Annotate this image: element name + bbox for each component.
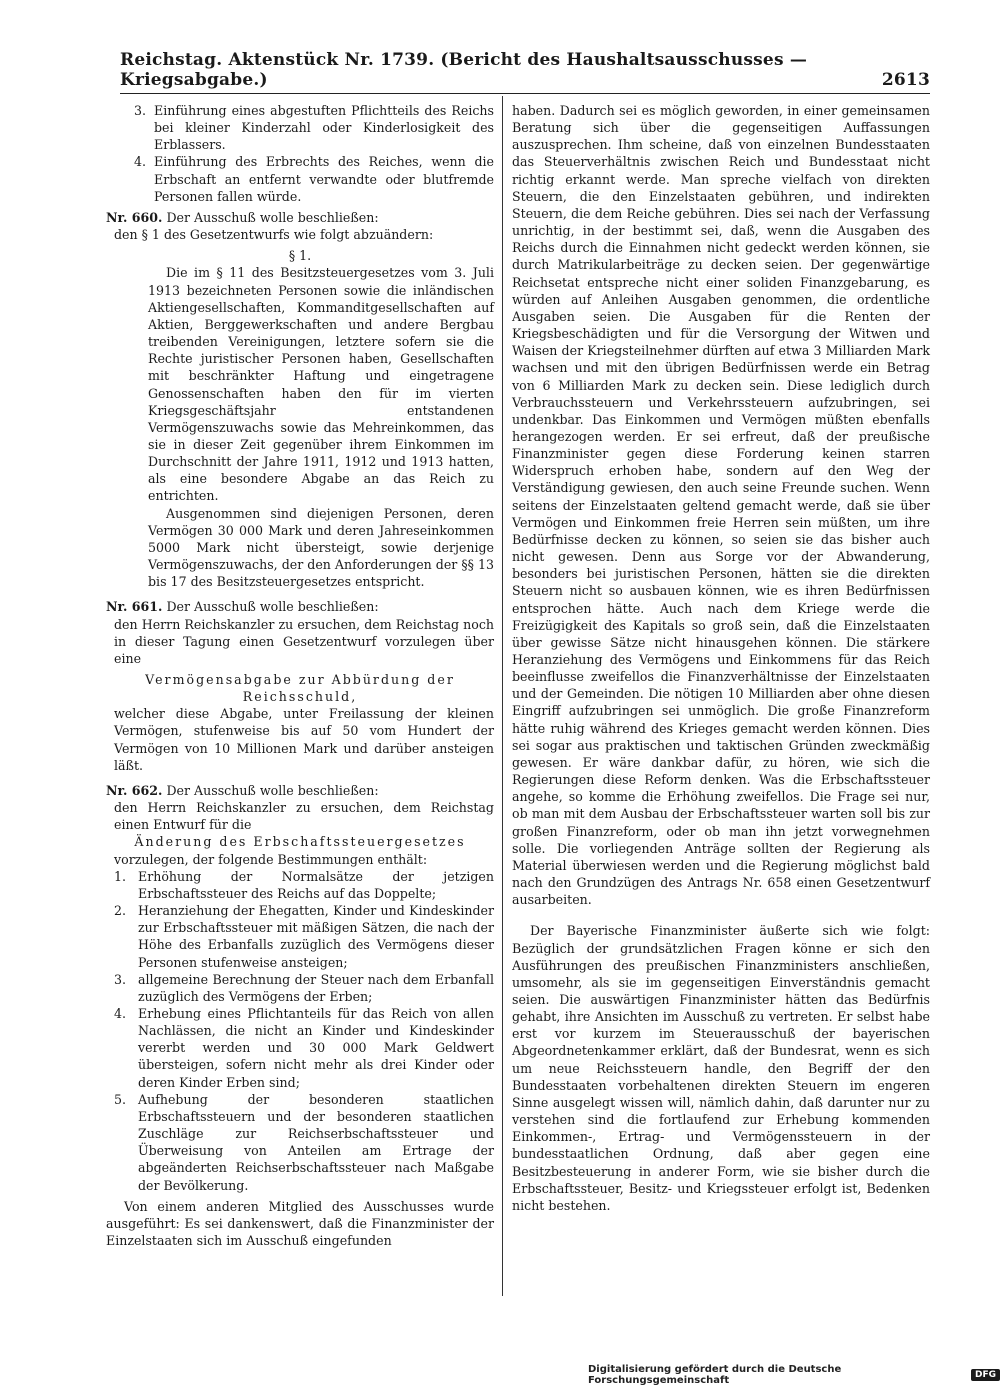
motion-662-title: Änderung des Erbschaftssteuergesetzes: [134, 834, 466, 850]
motion-lead-text: Der Ausschuß wolle beschließen:: [166, 209, 379, 225]
right-paragraph-1: haben. Dadurch sei es möglich geworden, in einer gemeinsamen Beratung sich über die gegenseitigen Auffassungen auszusprechen. Ihm scheine, daß von einzelnen Bundesstaaten das Steuerverhältnis zwischen Reich und Bundesstaat nicht richtig erkannt werde. Man spreche vielfach von direkten Steuern, die den Einzelstaaten gebühren, und indirekten Steuern, die dem Reiche gebühren. Dies sei nach der Verfassung unrichtig, in der bestimmt sei, daß, wenn die Ausgaben des Reichs durch die Einnahmen nicht gedeckt werden können, sie durch Matrikularbeiträge zu decken seien. Der gegenwärtige Reichsetat entspreche nicht einer soliden Finanzgebarung, es würden auf Anleihen Ausgaben genommen, die ordentliche Ausgaben seien. Die Ausgaben für die Renten der Kriegsbeschädigten und für die Versorgung der Witwen und Waisen der Kriegsteilnehmer dürften auf etwa 3 Milliarden Mark wachsen und mit den übrigen Bedürfnissen werde ein Betrag von 6 Milliarden Mark zu decken sein. Diese lediglich durch Verbrauchssteuern und Verkehrssteuern aufzubringen, sei undenkbar. Das Einkommen und Vermögen müßten ebenfalls herangezogen werden. Er sei erfreut, daß der preußische Finanzminister gegen diese Forderung keinen starren Widerspruch erhoben habe, sondern auf den Weg der Verständigung gewiesen, den auch seine Freunde suchen. Wenn seitens der Einzelstaaten geltend gemacht werde, daß sie über Vermögen und Einkommen freie Herren sein müßten, um ihre Bedürfnisse decken zu können, so seien sie das bisher auch nicht gewesen. Denn aus Sorge vor der Abwanderung, besonders bei juristischen Personen, hätten sie die direkten Steuern nicht so ausbauen können, wie es ihren Bedürfnissen entsprochen hätte. Auch nach dem Kriege werde die Freizügigkeit des Kapitals so groß sein, daß die Einzelstaaten über gewisse Sätze nicht hinausgehen können. Die stärkere Heranziehung des Vermögens und Einkommens für das Reich beeinflusse zweifellos die Finanzverhältnisse der Einzelstaaten und der Gemeinden. Die nötigen 10 Milliarden aber ohne diesen Eingriff aufzubringen sei unmöglich. Die große Finanzreform hätte ruhig während des Krieges gemacht werden können. Dies sei sogar aus praktischen und taktischen Gründen zweckmäßig gewesen. Er wäre dankbar dafür, zu hören, wie sich die Regierungen diese Reform denken. Was die Erbschaftssteuer angehe, so komme die Erhöhung zweifellos. Die Frage sei nur, ob man mit dem Ausbau der Erbschaftssteuer warten soll bis zur großen Finanzreform, oder ob man ihn jetzt vorwegnehmen solle. Die vorliegenden Anträge sollten der Regierung als Material überwiesen werden und die Regierung möglichst bald nach den Grundzügen des Antrags Nr. 658 einen Gesetzentwurf ausarbeiten.: [512, 103, 930, 908]
item-text: Erhebung eines Pflichtanteils für das Reich von allen Nachlässen, die nicht an Kinder und Kindeskinder vererbt werden und 30 000 Mark Geldwert übersteigen, sofern nicht mehr als drei Kinder oder deren Kinder Erben sind;: [138, 1005, 494, 1090]
item-number: 4.: [114, 1005, 127, 1021]
motion-661-title: Vermögensabgabe zur Abbürdung der Reichsschuld,: [145, 672, 455, 705]
motion-661-sub: den Herrn Reichskanzler zu ersuchen, dem Reichstag noch in dieser Tagung einen Gesetzentwurf vorzulegen über eine: [114, 616, 494, 666]
item-text: Einführung eines abgestuften Pflichtteils des Reichs bei kleiner Kinderzahl oder Kinderlosigkeit des Erblassers.: [154, 103, 494, 153]
item-number: 2.: [114, 903, 127, 919]
motion-661-lead: [106, 598, 494, 615]
motion-661-rest: welcher diese Abgabe, unter Freilassung der kleinen Vermögen, stufenweise bis auf 50 vom Hundert der Vermögen von 10 Millionen Mark und darüber ansteigen läßt.: [114, 706, 494, 773]
motion-label: Nr. 662.: [106, 782, 163, 798]
list-item: [134, 153, 494, 204]
right-paragraph-2: Der Bayerische Finanzminister äußerte sich wie folgt: Bezüglich der grundsätzlichen Fragen könne er sich den Ausführungen des preußischen Finanzministers anschließen, umsomehr, als sie im gegenseitigen Einverständnis gemacht seien. Die auswärtigen Finanzminister hätten das Bedürfnis gehabt, ihre Ansichten im Ausschuß zu vertreten. Er selbst habe erst vor kurzem im Steuerausschuß der bayerischen Abgeordnetenkammer erklärt, daß der Bundesrat, wenn es sich um neue Reichssteuern handle, den Begriff der den Bundesstaaten vorbehaltenen direkten Steuern im engeren Sinne ausgelegt wissen will, nämlich dahin, daß darunter nur zu verstehen sind die fortlaufend zur Erhebung kommenden Einkommen-, Ertrag- und Vermögenssteuern in der bundesstaatlichen Ordnung, daß aber gegen eine Besitzbesteuerung in anderer Form, wie sie bisher durch die Erbschaftssteuer, Besitz- und Kriegssteuer erfolgt ist, Bedenken nicht bestehen.: [512, 923, 930, 1213]
paragraph-heading: § 1.: [288, 248, 312, 264]
closing-paragraph: Von einem anderen Mitglied des Ausschusses wurde ausgeführt: Es sei dankenswert, daß die Finanzminister der Einzelstaaten sich im Ausschuß eingefunden: [106, 1198, 494, 1248]
motion-lead-text: Der Ausschuß wolle beschließen:: [166, 782, 379, 798]
list-item: [114, 868, 494, 902]
item-number: 5.: [114, 1091, 127, 1107]
motion-662-sub2: vorzulegen, der folgende Bestimmungen enthält:: [114, 851, 428, 867]
page-header: [120, 50, 930, 94]
list-item: [114, 902, 494, 971]
header-title: Reichstag. Aktenstück Nr. 1739. (Bericht des Haushaltsausschusses — Kriegsabgabe.): [120, 50, 808, 90]
list-item: [114, 1091, 494, 1194]
motion-lead-text: Der Ausschuß wolle beschließen:: [166, 599, 379, 615]
motion-label: Nr. 661.: [106, 599, 163, 615]
motion-label: Nr. 660.: [106, 209, 163, 225]
item-number: 3.: [114, 971, 127, 987]
motion-662-lead: [106, 782, 494, 799]
left-column: [106, 102, 494, 1249]
item-number: 1.: [114, 868, 127, 884]
item-text: Einführung des Erbrechts des Reiches, wenn die Erbschaft an entfernt verwandte oder blutfremde Personen fallen würde.: [154, 154, 494, 204]
motion-660-para2: Ausgenommen sind diejenigen Personen, deren Vermögen 30 000 Mark und deren Jahreseinkommen 5000 Mark nicht übersteigt, sowie derjenige Vermögenszuwachs, der den Anforderungen der §§ 13 bis 17 des Besitzsteuergesetzes entspricht.: [148, 505, 494, 590]
item-text: Erhöhung der Normalsätze der jetzigen Erbschaftssteuer des Reichs auf das Doppelte;: [138, 868, 494, 901]
item-number: 3.: [134, 103, 147, 118]
item-text: Aufhebung der besonderen staatlichen Erbschaftssteuern und der besonderen staatlichen Zuschläge zur Reichserbschaftssteuer und Überweisung von Anteilen am Ertrage der abgeänderten Reichserbschaftssteuer nach Maßgabe der Bevölkerung.: [138, 1091, 494, 1193]
list-item: [134, 102, 494, 153]
motion-660-sub: den § 1 des Gesetzentwurfs wie folgt abzuändern:: [114, 227, 434, 243]
list-item: [114, 1005, 494, 1091]
page-number: 2613: [881, 70, 930, 90]
motion-662-sub: den Herrn Reichskanzler zu ersuchen, dem Reichstag einen Entwurf für die: [114, 800, 494, 833]
list-item: [114, 971, 494, 1005]
right-column: [512, 102, 930, 1214]
item-text: allgemeine Berechnung der Steuer nach dem Erbanfall zuzüglich des Vermögens der Erben;: [138, 971, 494, 1004]
column-divider: [502, 96, 503, 1296]
motion-660-lead: [106, 209, 494, 226]
item-number: 4.: [134, 154, 147, 170]
item-text: Heranziehung der Ehegatten, Kinder und Kindeskinder zur Erbschaftssteuer mit mäßigen Sätzen, die nach der Höhe des Erbanfalls zuzüglich des Vermögens dieser Personen stufenweise ansteigen;: [138, 903, 494, 970]
motion-660-para1: Die im § 11 des Besitzsteuergesetzes vom 3. Juli 1913 bezeichneten Personen sowie die inländischen Aktiengesellschaften, Kommanditgesellschaften auf Aktien, Berggewerkschaften und andere Bergbau treibenden Vereinigungen, letztere sofern sie die Rechte juristischer Personen haben, Gesellschaften mit beschränkter Haftung und eingetragene Genossenschaften haben den für im vierten Kriegsgeschäftsjahr entstandenen Vermögenszuwachs sowie das Mehreinkommen, das sie in dieser Zeit gegenüber ihrem Einkommen im Durchschnitt der Jahre 1911, 1912 und 1913 hatten, als eine besondere Abgabe an das Reich zu entrichten.: [148, 265, 494, 504]
dfg-logo-icon: DFG: [971, 1369, 1000, 1381]
footer-text: Digitalisierung gefördert durch die Deutsche Forschungsgemeinschaft: [588, 1364, 842, 1386]
